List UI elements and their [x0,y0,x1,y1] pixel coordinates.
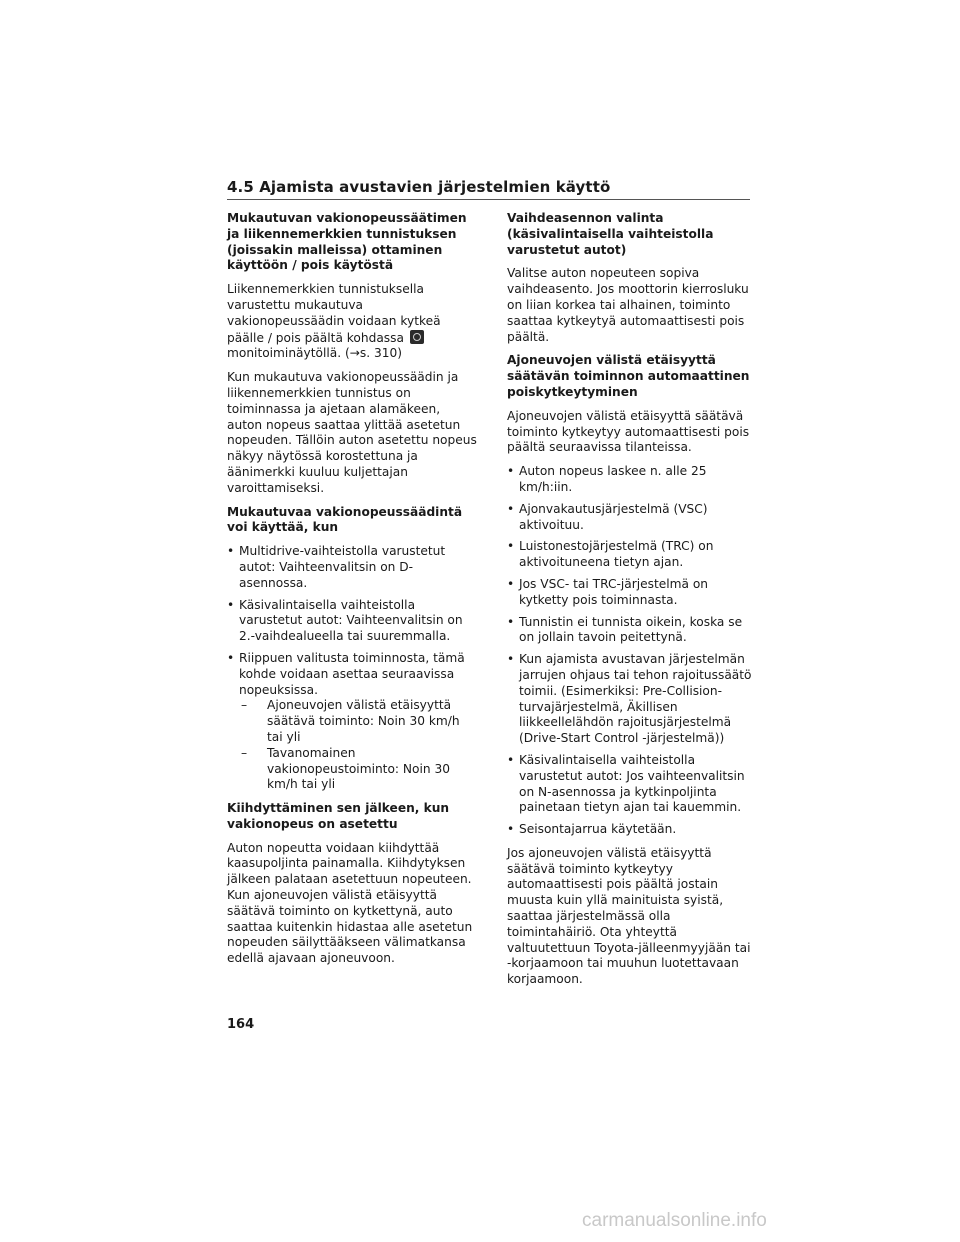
page-number: 164 [227,1017,255,1032]
paragraph-acceleration: Auton nopeutta voidaan kiihdyttää kaasupoljinta painamalla. Kiihdytyksen jälkeen palataan asetettuun nopeuteen. Kun ajoneuvojen välistä etäisyyttä säätävä toiminto on kytkettynä, auto saattaa kuitenkin hidastaa alle asetetun nopeuden säilyttääkseen välimatkansa edellä ajavaan ajoneuvoon. [227,840,473,966]
section-header [227,178,750,200]
paragraph-acc-toggle-text: Liikennemerkkien tunnistuksella varustettu mukautuva vakionopeussäädin voidaan kytkeä päälle / pois päältä kohdassa [227,282,441,345]
list-item: • Multidrive-vaihteistolla varustetut autot: Vaihteenvalitsin on D-asennossa. [227,544,446,590]
list-item: • Tunnistin ei tunnista oikein, koska se on jollain tavoin peitettynä. [507,614,743,645]
list-item: • Kun ajamista avustavan järjestelmän jarrujen ohjaus tai tehon rajoitussäätö toimii. (Esimerkiksi: Pre-Collision-turvajärjestelmä, Äkillisen liikkeellelähdön rajoitusjärjestelmä (Drive-Start Control -järjestelmä)) [507,652,752,746]
right-column [507,211,755,996]
list-item: • Käsivalintaisella vaihteistolla varustetut autot: Jos vaihteenvalitsin on N-asennossa ja kytkinpoljinta painetaan tietyn ajan tai kauemmin. [507,752,745,815]
watermark: carmanualsonline.info [582,1210,767,1231]
list-item: • Ajonvakautusjärjestelmä (VSC) aktivoituu. [507,501,708,532]
paragraph-malfunction: Jos ajoneuvojen välistä etäisyyttä säätävä toiminto kytkeytyy automaattisesti pois päältä jostain muusta kuin yllä mainituista syistä, saattaa järjestelmässä olla toimintahäiriö. Ota yhteyttä valtuutettuun Toyota-jälleenmyyjään tai -korjaamoon tai muuhun luotettavaan korjaamoon. [507,845,751,987]
paragraph-gear-selection: Valitse auton nopeuteen sopiva vaihdeasento. Jos moottorin kierrosluku on liian korkea tai alhainen, toiminto saattaa kytkeytyä automaattisesti pois päältä. [507,266,749,344]
section-title: 4.5 Ajamista avustavien järjestelmien käyttö [227,178,611,196]
heading-auto-cancel: Ajoneuvojen välistä etäisyyttä säätävän toiminnon automaattinen poiskytkeytyminen [507,353,750,399]
paragraph-acc-toggle [227,282,479,362]
settings-gear-icon [410,330,424,344]
list-acc-conditions [227,544,479,793]
left-column [227,211,479,975]
heading-acc-toggle: Mukautuvan vakionopeussäätimen ja liikennemerkkien tunnistuksen (joissakin malleissa) ottaminen käyttöön / pois käytöstä [227,211,467,273]
heading-acceleration: Kiihdyttäminen sen jälkeen, kun vakionopeus on asetettu [227,801,450,831]
paragraph-acc-toggle-text-end: monitoiminäytöllä. (→s. 310) [227,346,403,361]
heading-acc-usable: Mukautuvaa vakionopeussäädintä voi käyttää, kun [227,504,463,535]
heading-gear-selection: Vaihdeasennon valinta (käsivalintaisella vaihteistolla varustetut autot) [507,211,714,257]
list-auto-cancel [507,464,755,838]
sub-list-item: – Ajoneuvojen välistä etäisyyttä säätävä toiminto: Noin 30 km/h tai yli [241,698,460,744]
paragraph-auto-cancel: Ajoneuvojen välistä etäisyyttä säätävä toiminto kytkeytyy automaattisesti pois päältä seuraavissa tilanteissa. [507,408,750,455]
list-item: • Käsivalintaisella vaihteistolla varustetut autot: Vaihteenvalitsin on 2.-vaihdealueella tai suuremmalla. [227,597,463,644]
sub-list-speeds [239,698,479,793]
list-item: • Auton nopeus laskee n. alle 25 km/h:iin. [507,464,707,494]
list-item: • Jos VSC- tai TRC-järjestelmä on kytketty pois toiminnasta. [507,576,709,607]
sub-list-item: – Tavanomainen vakionopeustoiminto: Noin 30 km/h tai yli [241,745,450,792]
paragraph-downhill: Kun mukautuva vakionopeussäädin ja liikennemerkkien tunnistus on toiminnassa ja ajetaan alamäkeen, auton nopeus saattaa ylittää asetetun nopeuden. Tällöin auton asetettu nopeus näkyy näytössä korostettuna ja äänimerkki kuuluu kuljettajan varoittamiseksi. [227,370,477,495]
list-item: • Riippuen valitusta toiminnosta, tämä kohde voidaan asettaa seuraavissa nopeuksissa. – Ajoneuvojen välistä etäisyyttä säätävä toiminto: Noin 30 km/h tai yli – Tavanomainen vakionopeustoiminto: Noin 30 km/h tai yli [227,651,479,793]
list-item: • Seisontajarrua käytetään. [507,822,677,837]
list-item: • Luistonestojärjestelmä (TRC) on aktivoituneena tietyn ajan. [507,539,714,570]
